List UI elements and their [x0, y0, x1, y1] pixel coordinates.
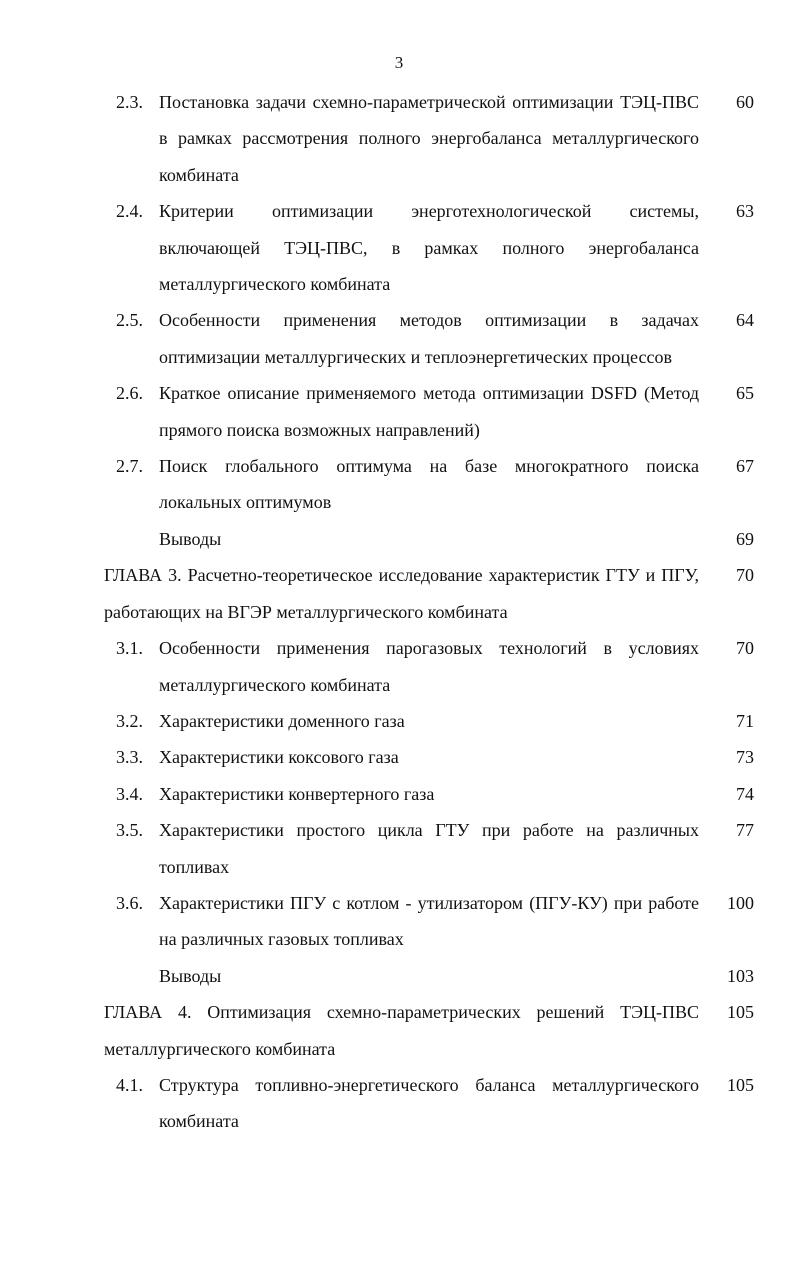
chapter-title: ГЛАВА 4. Оптимизация схемно-параметрических решений ТЭЦ-ПВС металлургического комбината: [104, 1002, 699, 1059]
entry-title: Выводы: [159, 965, 222, 986]
entry-number: 2.5.: [116, 310, 143, 331]
entry-page: 65: [736, 383, 754, 404]
toc-entry-3-1: [104, 630, 754, 703]
entry-title: Критерии оптимизации энерготехнологической системы, включающей ТЭЦ-ПВС, в рамках полного энергобаланса металлургического комбината: [159, 201, 699, 295]
entry-page: 77: [736, 820, 754, 841]
entry-number: 3.5.: [116, 820, 143, 841]
entry-title: Характеристики простого цикла ГТУ при работе на различных топливах: [159, 820, 699, 877]
entry-title: Характеристики конвертерного газа: [159, 783, 435, 804]
entry-title: Поиск глобального оптимума на базе многократного поиска локальных оптимумов: [159, 456, 699, 513]
entry-title: Выводы: [159, 528, 222, 549]
toc-entry-3-3: [104, 739, 754, 775]
entry-title: Особенности применения парогазовых технологий в условиях металлургического комбината: [159, 638, 699, 695]
toc-entry-2-7: [104, 448, 754, 521]
entry-number: 2.6.: [116, 383, 143, 404]
entry-page: 100: [727, 892, 754, 913]
toc-entry-3-6: [104, 885, 754, 958]
toc-entry-2-4: [104, 193, 754, 302]
entry-page: 103: [727, 965, 754, 986]
toc-entry-chapter-4: [104, 994, 754, 1067]
entry-page: 74: [736, 783, 754, 804]
entry-number: 3.6.: [116, 892, 143, 913]
entry-number: 2.7.: [116, 456, 143, 477]
entry-title: Характеристики коксового газа: [159, 747, 399, 768]
entry-title: Особенности применения методов оптимизации в задачах оптимизации металлургических и теплоэнергетических процессов: [159, 310, 699, 367]
entry-title: Краткое описание применяемого метода оптимизации DSFD (Метод прямого поиска возможных направлений): [159, 383, 699, 440]
page-number: 3: [394, 53, 404, 72]
toc-entry-2-3: [104, 84, 754, 193]
entry-page: 67: [736, 456, 754, 477]
entry-page: 73: [736, 747, 754, 768]
toc-entry-conclusions-3: [104, 958, 754, 994]
entry-page: 60: [736, 92, 754, 112]
entry-page: 105: [727, 1074, 754, 1095]
toc-entry-2-5: [104, 302, 754, 375]
entry-page: 63: [736, 201, 754, 222]
table-of-contents: [104, 84, 754, 1140]
entry-title: Характеристики доменного газа: [159, 710, 405, 731]
entry-number: 3.2.: [116, 710, 143, 731]
chapter-title: ГЛАВА 3. Расчетно-теоретическое исследование характеристик ГТУ и ПГУ, работающих на ВГЭР металлургического комбината: [104, 565, 699, 622]
entry-page: 71: [736, 710, 754, 731]
toc-entry-2-6: [104, 375, 754, 448]
entry-number: 3.1.: [116, 638, 143, 659]
entry-number: 4.1.: [116, 1074, 143, 1095]
toc-entry-3-2: [104, 703, 754, 739]
entry-number: 2.3.: [116, 92, 143, 112]
toc-entry-conclusions-2: [104, 521, 754, 557]
entry-page: 70: [736, 638, 754, 659]
toc-entry-4-1: [104, 1067, 754, 1140]
entry-title: Характеристики ПГУ с котлом - утилизатором (ПГУ-КУ) при работе на различных газовых топливах: [159, 892, 699, 950]
toc-entry-3-5: [104, 812, 754, 885]
entry-number: 3.4.: [116, 783, 143, 804]
entry-number: 2.4.: [116, 201, 143, 222]
toc-entry-chapter-3: [104, 557, 754, 630]
entry-title: Структура топливно-энергетического баланса металлургического комбината: [159, 1074, 699, 1132]
entry-page: 70: [736, 565, 754, 586]
toc-entry-3-4: [104, 776, 754, 812]
entry-page: 69: [736, 528, 754, 549]
entry-title: Постановка задачи схемно-параметрической оптимизации ТЭЦ-ПВС в рамках рассмотрения полного энергобаланса металлургического комбината: [159, 92, 699, 185]
entry-page: 105: [727, 1002, 754, 1023]
entry-number: 3.3.: [116, 747, 143, 768]
entry-page: 64: [736, 310, 754, 331]
